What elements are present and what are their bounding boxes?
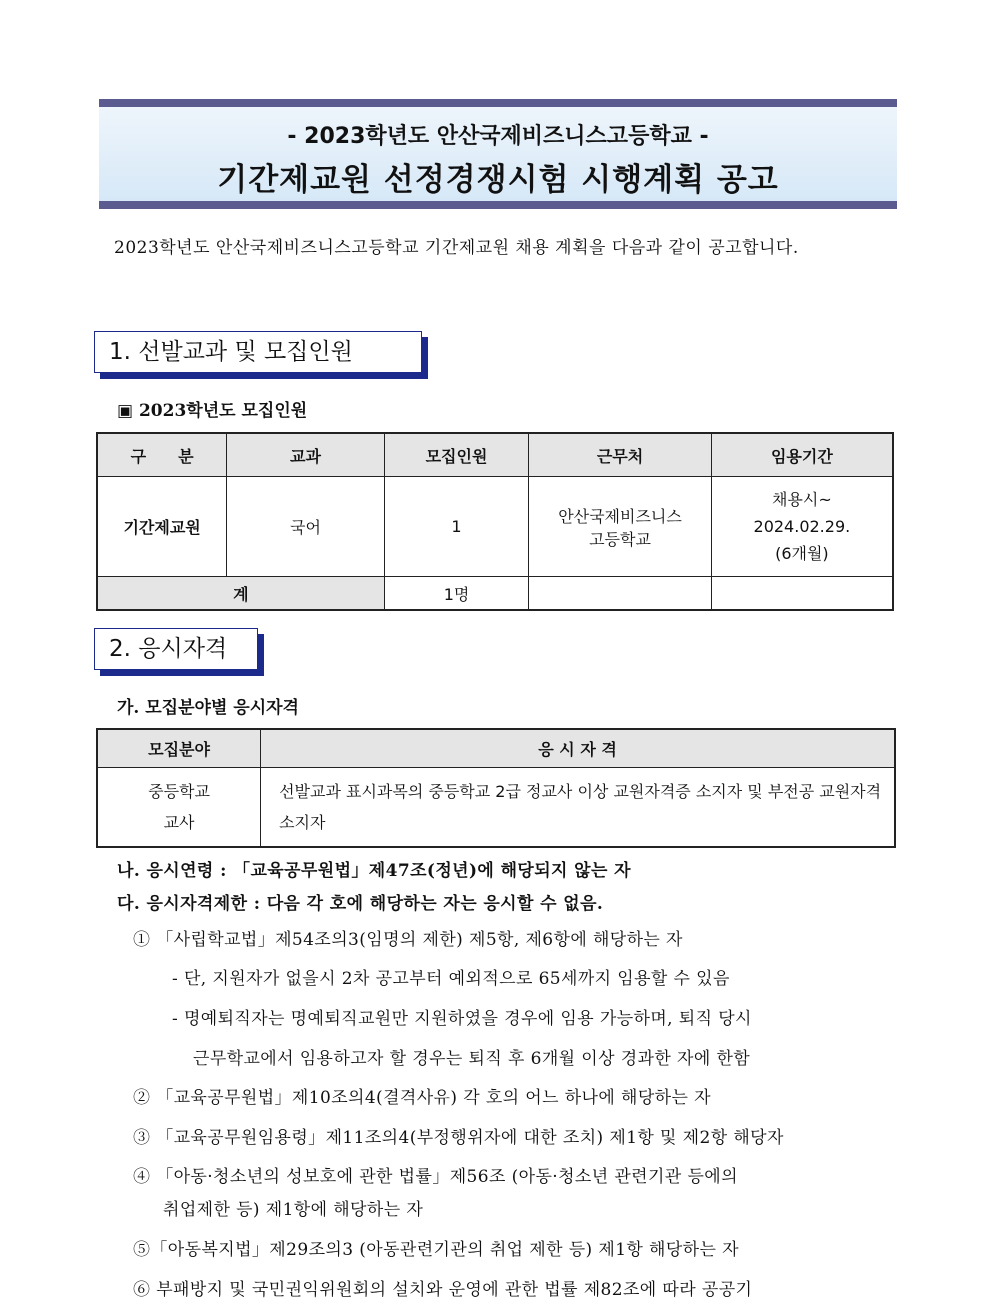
intro-paragraph: 2023학년도 안산국제비즈니스고등학교 기간제교원 채용 계획을 다음과 같이 공고합니다.	[114, 238, 799, 258]
title-banner	[99, 99, 897, 209]
header-category: 구 분	[97, 433, 227, 477]
list-item: ② 「교육공무원법」제10조의4(결격사유) 각 호의 어느 하나에 해당하는 자	[133, 1088, 711, 1108]
title-subtitle: - 2023학년도 안산국제비즈니스고등학교 -	[287, 124, 709, 149]
table-total-row	[97, 577, 893, 611]
section1-sublabel: ▣ 2023학년도 모집인원	[117, 401, 308, 421]
period-line2: 2024.02.29.	[753, 517, 851, 536]
workplace-line2: 고등학교	[589, 529, 651, 549]
total-empty-2	[711, 577, 893, 611]
list-item: 취업제한 등) 제1항에 해당하는 자	[163, 1200, 424, 1220]
table-row	[97, 768, 895, 848]
cell-field	[97, 768, 261, 848]
section1-heading-text: 1. 선발교과 및 모집인원	[94, 331, 422, 373]
qualification-table	[96, 728, 896, 848]
period-line3: (6개월)	[775, 544, 829, 563]
section2-sublabel-c: 다. 응시자격제한 : 다음 각 호에 해당하는 자는 응시할 수 없음.	[117, 894, 604, 914]
table-header-row	[97, 433, 893, 477]
recruitment-table	[96, 432, 894, 611]
page-title: 기간제교원 선정경쟁시험 시행계획 공고	[217, 162, 779, 198]
section1-heading	[94, 331, 422, 373]
cell-qualification: 선발교과 표시과목의 중등학교 2급 정교사 이상 교원자격증 소지자 및 부전공 교원자격 소지자	[261, 768, 895, 848]
cell-count: 1	[384, 477, 529, 577]
list-item: - 단, 지원자가 없을시 2차 공고부터 예외적으로 65세까지 임용할 수 있음	[172, 969, 730, 989]
total-empty-1	[529, 577, 711, 611]
section2-sublabel-b: 나. 응시연령 : 「교육공무원법」제47조(정년)에 해당되지 않는 자	[117, 861, 631, 881]
header-workplace: 근무처	[529, 433, 711, 477]
total-label: 계	[97, 577, 384, 611]
period-line1: 채용시~	[771, 490, 832, 509]
cell-subject: 국어	[227, 477, 385, 577]
header-qualification: 응 시 자 격	[261, 729, 895, 768]
list-item: ④ 「아동·청소년의 성보호에 관한 법률」제56조 (아동·청소년 관련기관 등에의	[133, 1167, 738, 1187]
section2-heading-text: 2. 응시자격	[94, 628, 258, 670]
title-inner	[99, 107, 897, 201]
header-period: 임용기간	[711, 433, 893, 477]
field-line1: 중등학교	[148, 782, 210, 801]
cell-workplace	[529, 477, 711, 577]
table-header-row	[97, 729, 895, 768]
section2-heading	[94, 628, 258, 670]
list-item: ⑥ 부패방지 및 국민권익위원회의 설치와 운영에 관한 법률 제82조에 따라 공공기	[133, 1280, 753, 1300]
list-item: ③ 「교육공무원임용령」제11조의4(부정행위자에 대한 조치) 제1항 및 제2항 해당자	[133, 1128, 784, 1148]
field-line2: 교사	[163, 813, 195, 832]
list-item: - 명예퇴직자는 명예퇴직교원만 지원하였을 경우에 임용 가능하며, 퇴직 당시	[172, 1009, 752, 1029]
list-item: ① 「사립학교법」제54조의3(임명의 제한) 제5항, 제6항에 해당하는 자	[133, 930, 683, 950]
list-item: ⑤「아동복지법」제29조의3 (아동관련기관의 취업 제한 등) 제1항 해당하는 자	[133, 1240, 739, 1260]
section2-sublabel-a: 가. 모집분야별 응시자격	[117, 698, 299, 718]
title-top-bar	[99, 99, 897, 107]
header-subject: 교과	[227, 433, 385, 477]
cell-category: 기간제교원	[97, 477, 227, 577]
list-item: 근무학교에서 임용하고자 할 경우는 퇴직 후 6개월 이상 경과한 자에 한함	[193, 1049, 751, 1069]
table-row	[97, 477, 893, 577]
cell-period	[711, 477, 893, 577]
title-bottom-bar	[99, 201, 897, 209]
header-count: 모집인원	[384, 433, 529, 477]
header-field: 모집분야	[97, 729, 261, 768]
total-count: 1명	[384, 577, 529, 611]
workplace-line1: 안산국제비즈니스	[558, 506, 682, 526]
